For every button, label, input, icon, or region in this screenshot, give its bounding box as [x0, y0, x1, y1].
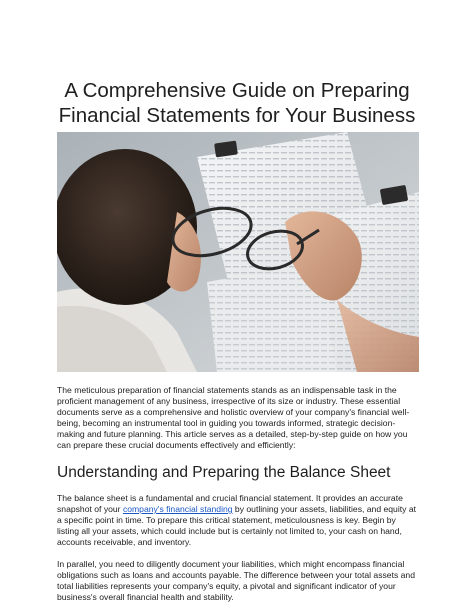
title-line-1: A Comprehensive Guide on Preparing [64, 79, 410, 102]
page-title [30, 78, 444, 128]
intro-paragraph: The meticulous preparation of financial statements stands as an indispensable task in the proficient management of any business, irrespective of its size or industry. These essential documents serve as a comprehensive and holistic overview of your company's financial well-being, becoming an instrumental tool in guiding you towards informed, strategic decision-making and future planning. This article serves as a detailed, step-by-step guide on how you can prepare these crucial documents effectively and efficiently: [57, 385, 410, 451]
balance-sheet-paragraph-1 [57, 493, 419, 548]
balance-sheet-paragraph-2: In parallel, you need to diligently document your liabilities, which might encompass financial obligations such as loans and accounts payable. The difference between your total assets and total liabilities represents your company's equity, a pivotal and significant indicator of your business's overall financial health and stability. [57, 559, 415, 603]
balance-p1-text-after: by outlining your assets, liabilities, and equity at a specific point in time. To prepare this critical statement, meticulousness is key. Begin by listing all your assets, which could include but is certainly not limited to, your cash on hand, accounts receivable, and inventory. [57, 504, 416, 548]
person-figure [57, 149, 201, 372]
hero-photo [57, 132, 419, 372]
financial-standing-link[interactable]: company's financial standing [122, 504, 233, 515]
title-line-2: Financial Statements for Your Business [58, 104, 416, 127]
hero-photo-illustration [57, 132, 419, 372]
section-heading: Understanding and Preparing the Balance Sheet [57, 464, 391, 481]
balance-p1-text-before: The balance sheet is a fundamental and crucial financial statement. It provides an accurate snapshot of your [57, 493, 403, 515]
